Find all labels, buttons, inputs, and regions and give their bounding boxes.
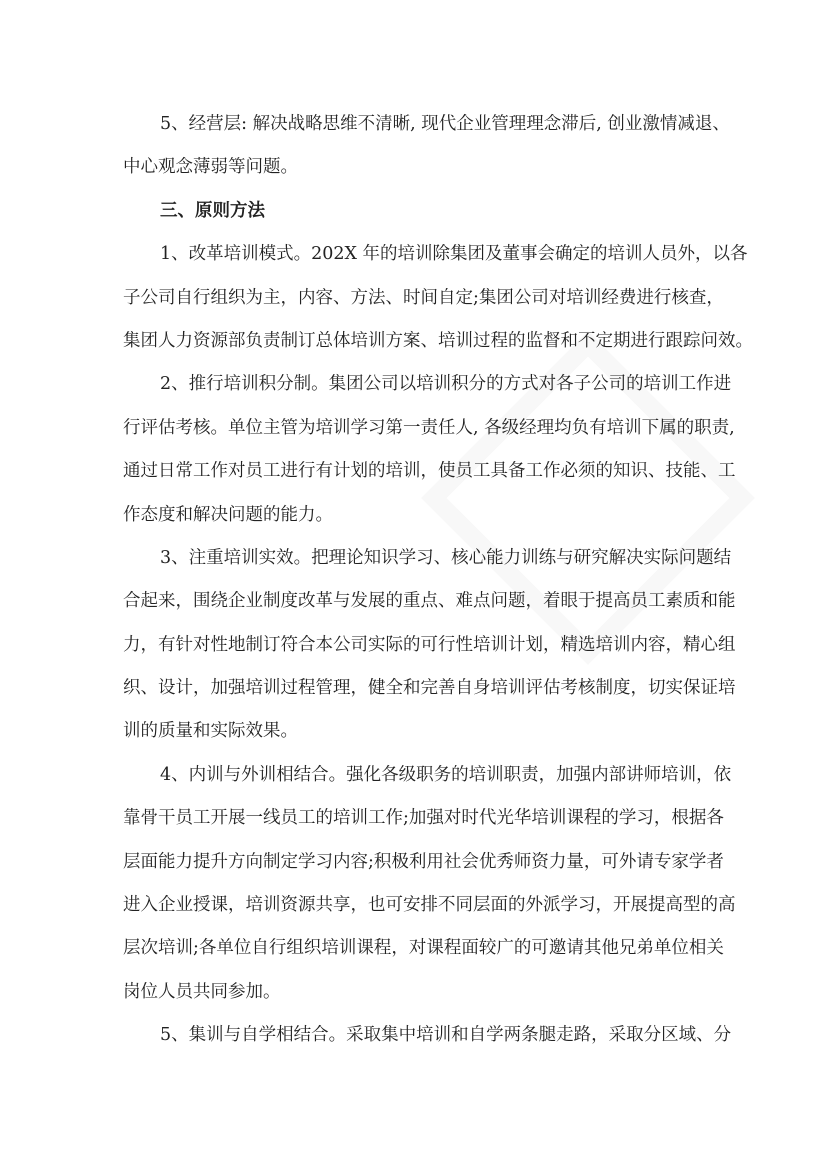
text-line: 5、经营层: 解决战略思维不清晰, 现代企业管理理念滞后, 创业激情减退、 xyxy=(160,114,730,134)
text-line: 5、集训与自学相结合。采取集中培训和自学两条腿走路，采取分区域、分 xyxy=(160,1025,732,1046)
text-line: 3、注重培训实效。把理论知识学习、核心能力训练与研究解决实际问题结 xyxy=(160,547,732,568)
paragraph xyxy=(123,233,753,363)
text-line: 三、原则方法 xyxy=(160,200,265,221)
text-line: 岗位人员共同参加。 xyxy=(123,981,281,1002)
document-body xyxy=(123,103,753,1058)
text-line: 进入企业授课，培训资源共享，也可安排不同层面的外派学习，开展提高型的高 xyxy=(123,895,736,916)
text-line: 力，有针对性地制订符合本公司实际的可行性培训计划，精选培训内容，精心组 xyxy=(123,634,736,655)
text-line: 2、推行培训积分制。集团公司以培训积分的方式对各子公司的培训工作进 xyxy=(160,374,732,395)
paragraph xyxy=(123,103,730,190)
text-line: 集团人力资源部负责制订总体培训方案、培训过程的监督和不定期进行跟踪问效。 xyxy=(123,330,753,351)
paragraph xyxy=(123,1014,732,1057)
text-line: 层面能力提升方向制定学习内容;积极利用社会优秀师资力量，可外请专家学者 xyxy=(123,851,724,872)
text-line: 训的质量和实际效果。 xyxy=(123,721,298,742)
paragraph xyxy=(123,363,736,537)
text-line: 中心观念薄弱等问题。 xyxy=(123,157,298,178)
paragraph xyxy=(123,537,736,754)
text-line: 层次培训;各单位自行组织培训课程，对课程面较广的可邀请其他兄弟单位相关 xyxy=(123,938,724,959)
text-line: 子公司自行组织为主，内容、方法、时间自定;集团公司对培训经费进行核查， xyxy=(123,287,724,308)
text-line: 通过日常工作对员工进行有计划的培训，使员工具备工作必须的知识、技能、工 xyxy=(123,461,736,482)
section-heading xyxy=(123,190,711,233)
text-line: 行评估考核。单位主管为培训学习第一责任人, 各级经理均负有培训下属的职责, xyxy=(123,417,735,438)
text-line: 织、设计，加强培训过程管理，健全和完善自身培训评估考核制度，切实保证培 xyxy=(123,678,736,699)
text-line: 1、改革培训模式。202X 年的培训除集团及董事会确定的培训人员外，以各 xyxy=(160,244,748,265)
text-line: 4、内训与外训相结合。强化各级职务的培训职责，加强内部讲师培训，依 xyxy=(160,764,732,785)
text-line: 作态度和解决问题的能力。 xyxy=(123,504,333,525)
paragraph xyxy=(123,754,736,1014)
text-line: 靠骨干员工开展一线员工的培训工作;加强对时代光华培训课程的学习，根据各 xyxy=(123,808,724,829)
text-line: 合起来，围绕企业制度改革与发展的重点、难点问题，着眼于提高员工素质和能 xyxy=(123,591,736,612)
